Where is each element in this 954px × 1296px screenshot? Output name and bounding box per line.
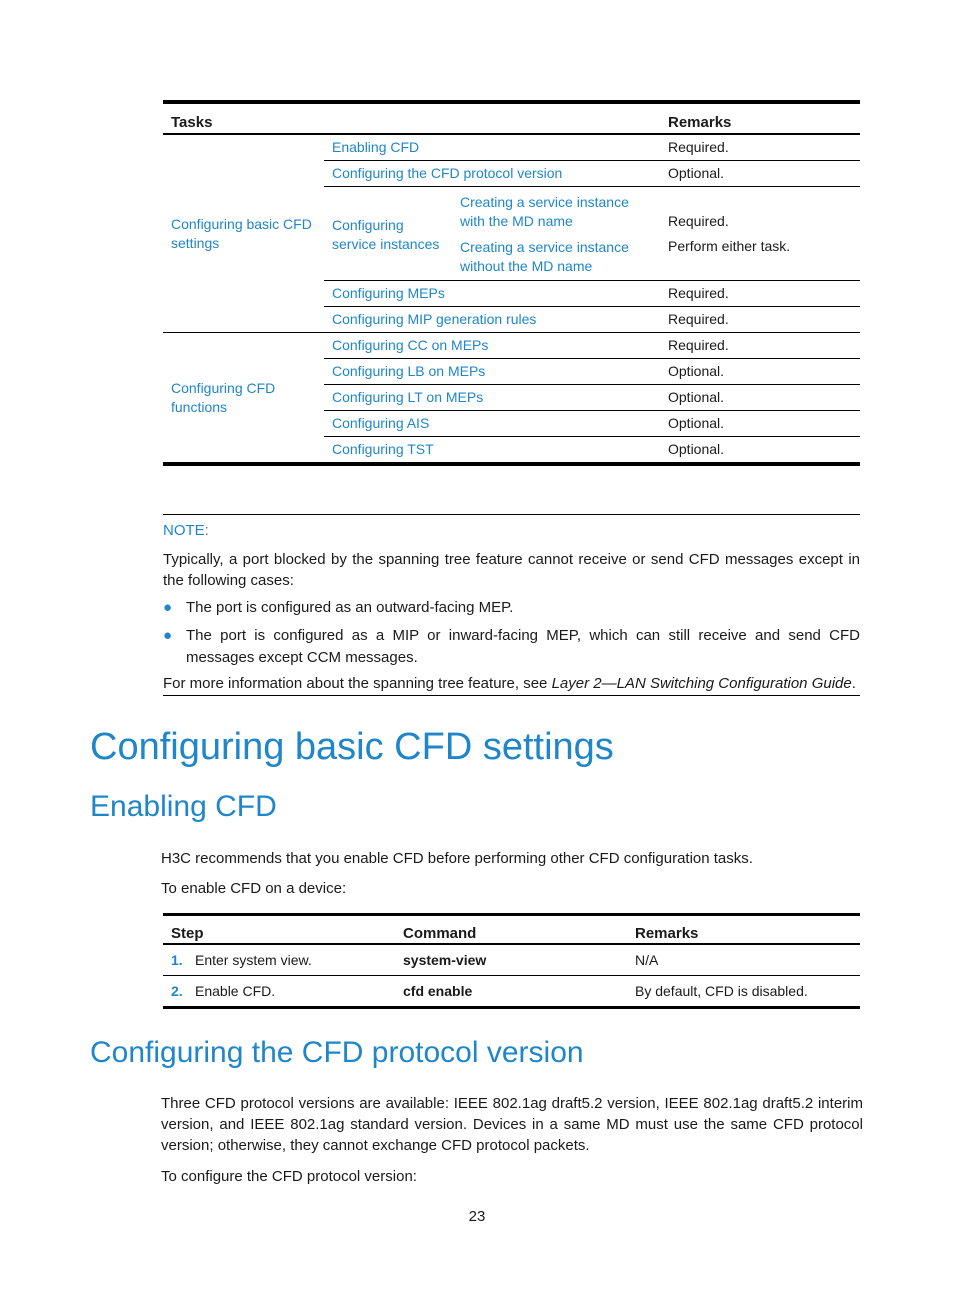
step-header: Step xyxy=(163,915,395,945)
task-link-instance-with-md[interactable]: Creating a service instance with the MD name xyxy=(460,194,629,229)
bullet-icon: ● xyxy=(163,627,173,644)
remarks-header: Remarks xyxy=(660,102,860,134)
remark-cell: Required. xyxy=(660,281,860,307)
step-number: 2. xyxy=(171,983,183,999)
bullet-icon: ● xyxy=(163,599,173,616)
table-row xyxy=(163,134,860,161)
note-more-info xyxy=(163,674,860,696)
step-text: Enable CFD. xyxy=(195,983,276,999)
note-divider xyxy=(163,514,860,515)
task-link-enabling-cfd[interactable]: Enabling CFD xyxy=(324,134,660,161)
remarks-header: Remarks xyxy=(627,915,860,945)
task-table xyxy=(163,100,860,466)
table-row xyxy=(163,944,860,976)
bullet-text: The port is configured as an outward-facing MEP. xyxy=(186,599,514,616)
task-link-service-instances[interactable]: Configuring service instances xyxy=(324,187,452,281)
note-text: Typically, a port blocked by the spanning tree feature cannot receive or send CFD messages except in the following cases: xyxy=(163,551,860,589)
enabling-cfd-heading: Enabling CFD xyxy=(90,790,277,823)
remark-cell: By default, CFD is disabled. xyxy=(627,976,860,1008)
step-table-header xyxy=(163,915,860,945)
table-row xyxy=(163,976,860,1008)
remark-cell: Optional. xyxy=(660,359,860,385)
task-link-instance-without-md[interactable]: Creating a service instance without the MD name xyxy=(452,235,660,281)
tasks-header: Tasks xyxy=(163,102,660,134)
task-link-lt[interactable]: Configuring LT on MEPs xyxy=(324,385,660,411)
protocol-version-heading: Configuring the CFD protocol version xyxy=(90,1036,584,1069)
step-cell xyxy=(163,944,395,976)
task-link-cc[interactable]: Configuring CC on MEPs xyxy=(324,333,660,359)
remark-cell: Required. xyxy=(660,333,860,359)
task-link-mip-rules[interactable]: Configuring MIP generation rules xyxy=(324,307,660,333)
command-cell: cfd enable xyxy=(395,976,627,1008)
remark-cell: Optional. xyxy=(660,161,860,187)
table-row xyxy=(163,333,860,359)
task-group-basic[interactable]: Configuring basic CFD settings xyxy=(163,134,324,333)
note-more-prefix: For more information about the spanning tree feature, see xyxy=(163,675,552,692)
remark-cell: N/A xyxy=(627,944,860,976)
protocol-intro: To configure the CFD protocol version: xyxy=(161,1168,417,1185)
step-number: 1. xyxy=(171,952,183,968)
step-table xyxy=(163,913,860,1009)
task-link-ais[interactable]: Configuring AIS xyxy=(324,411,660,437)
step-cell xyxy=(163,976,395,1008)
note-label: NOTE: xyxy=(163,522,209,539)
remark-cell: Optional. xyxy=(660,385,860,411)
command-header: Command xyxy=(395,915,627,945)
command-cell: system-view xyxy=(395,944,627,976)
enabling-intro: To enable CFD on a device: xyxy=(161,880,347,897)
remark-either: Perform either task. xyxy=(668,237,791,254)
remark-cell: Required. xyxy=(660,307,860,333)
remark-required: Required. xyxy=(668,212,729,229)
task-link-lb[interactable]: Configuring LB on MEPs xyxy=(324,359,660,385)
protocol-para: Three CFD protocol versions are available: IEEE 802.1ag draft5.2 version, IEEE 802.1ag draft5.2 interim version, and IEEE 802.1ag standard version. Devices in a same MD must use the same CFD protocol version; otherwise, they cannot exchange CFD protocol packets. xyxy=(161,1095,863,1154)
page-number: 23 xyxy=(468,1208,486,1225)
remark-cell: Optional. xyxy=(660,437,860,465)
note-more-suffix: . xyxy=(851,675,856,692)
bullet-text: The port is configured as a MIP or inward-facing MEP, which can still receive and send CFD messages except CCM messages. xyxy=(186,627,860,666)
task-group-functions[interactable]: Configuring CFD functions xyxy=(163,333,324,465)
task-link-meps[interactable]: Configuring MEPs xyxy=(324,281,660,307)
step-text: Enter system view. xyxy=(195,952,312,968)
task-link-tst[interactable]: Configuring TST xyxy=(324,437,660,465)
task-link-protocol-version[interactable]: Configuring the CFD protocol version xyxy=(324,161,660,187)
remark-cell xyxy=(660,187,860,281)
enabling-para: H3C recommends that you enable CFD before performing other CFD configuration tasks. xyxy=(161,850,753,867)
remark-cell: Required. xyxy=(660,134,860,161)
guide-reference: Layer 2—LAN Switching Configuration Guide xyxy=(551,675,852,692)
remark-cell: Optional. xyxy=(660,411,860,437)
task-table-header xyxy=(163,102,860,134)
section-title: Configuring basic CFD settings xyxy=(90,726,614,768)
